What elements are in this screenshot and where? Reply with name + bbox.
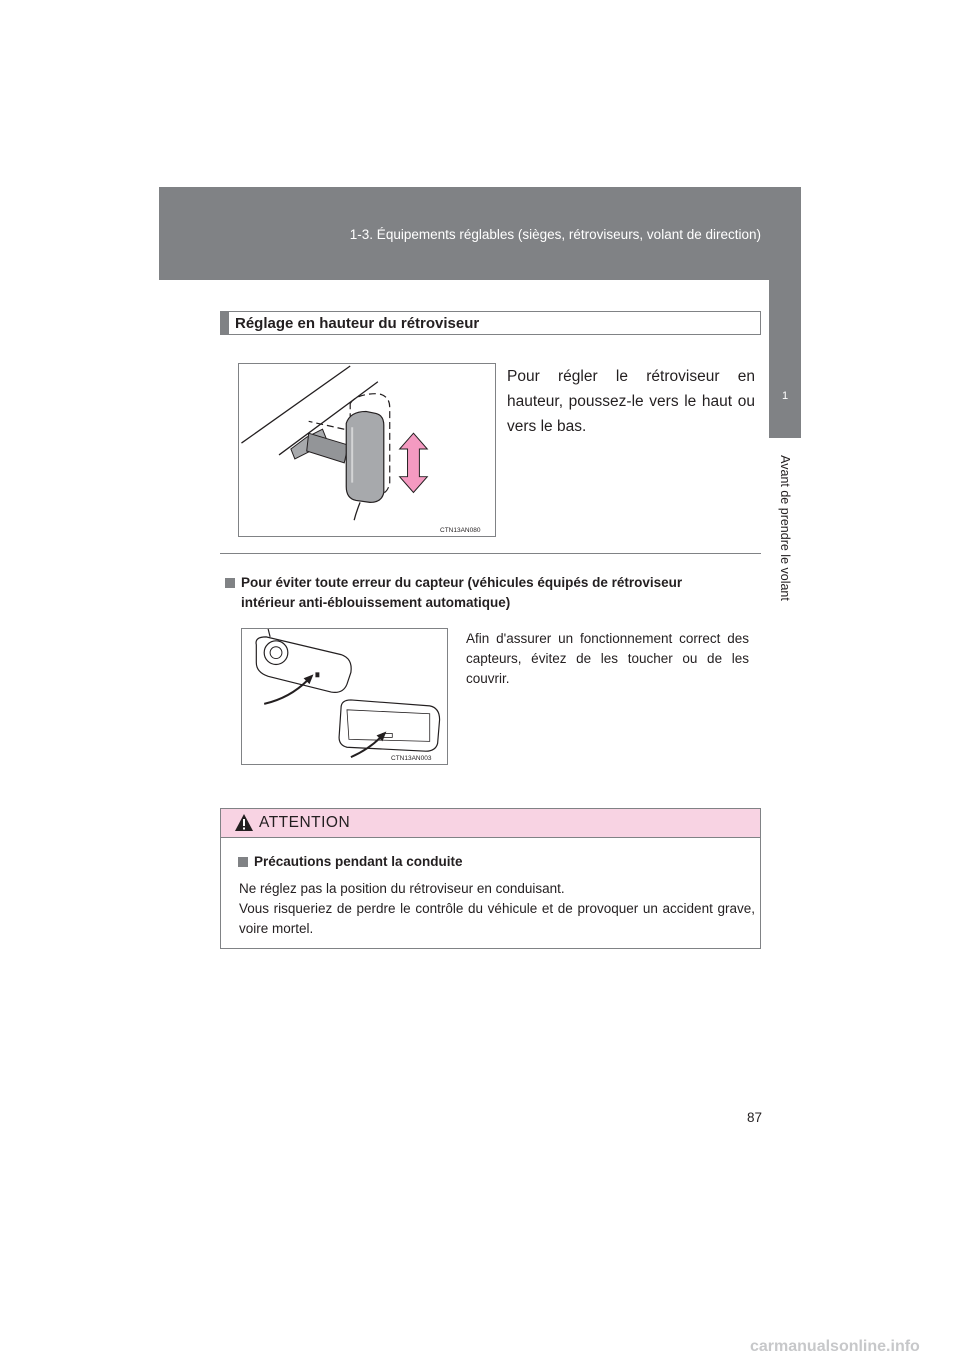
warning-line1: Ne réglez pas la position du rétroviseur en conduisant. [239,881,565,896]
section-heading-text: Réglage en hauteur du rétroviseur [235,314,480,332]
chapter-side-label: Avant de prendre le volant [778,455,792,601]
note-heading-line1: Pour éviter toute erreur du capteur (véhicules équipés de rétroviseur [241,575,683,590]
square-bullet-icon [225,578,235,588]
warning-item-heading [238,852,755,872]
square-bullet-icon [238,857,248,867]
warning-box [220,808,761,949]
chapter-header-band [159,187,801,280]
warning-line2: Vous risqueriez de perdre le contrôle du véhicule et de provoquer un accident grave, voire mortel. [239,901,755,936]
warning-body [221,838,760,939]
mirror-height-figure [238,363,496,537]
warning-header [221,809,760,838]
section-heading [220,311,761,335]
chapter-title: 1-3. Équipements réglables (sièges, rétroviseurs, volant de direction) [349,227,761,242]
chapter-side-tab [769,280,801,438]
mirror-sensor-figure [241,628,448,765]
warning-item-title: Précautions pendant la conduite [254,854,463,869]
page-number: 87 [747,1110,763,1125]
note-heading-line2: intérieur anti-éblouissement automatique) [241,595,511,610]
mirror-sensor-illustration [242,629,447,764]
figure-code: CTN13AN003 [391,755,432,762]
warning-text [238,879,755,939]
mirror-height-illustration [239,364,495,536]
chapter-number: 1 [781,390,789,402]
figure-code: CTN13AN080 [440,527,481,534]
watermark: carmanualsonline.info [750,1338,920,1355]
warning-title: ATTENTION [259,814,351,831]
note-heading [225,573,755,613]
warning-triangle-icon [234,813,254,832]
note-body-text: Afin d'assurer un fonctionnement correct des capteurs, évitez de les toucher ou de les couvrir. [466,631,749,686]
section-divider [220,553,761,554]
section-body-text: Pour régler le rétroviseur en hauteur, poussez-le vers le haut ou vers le bas. [507,368,755,435]
